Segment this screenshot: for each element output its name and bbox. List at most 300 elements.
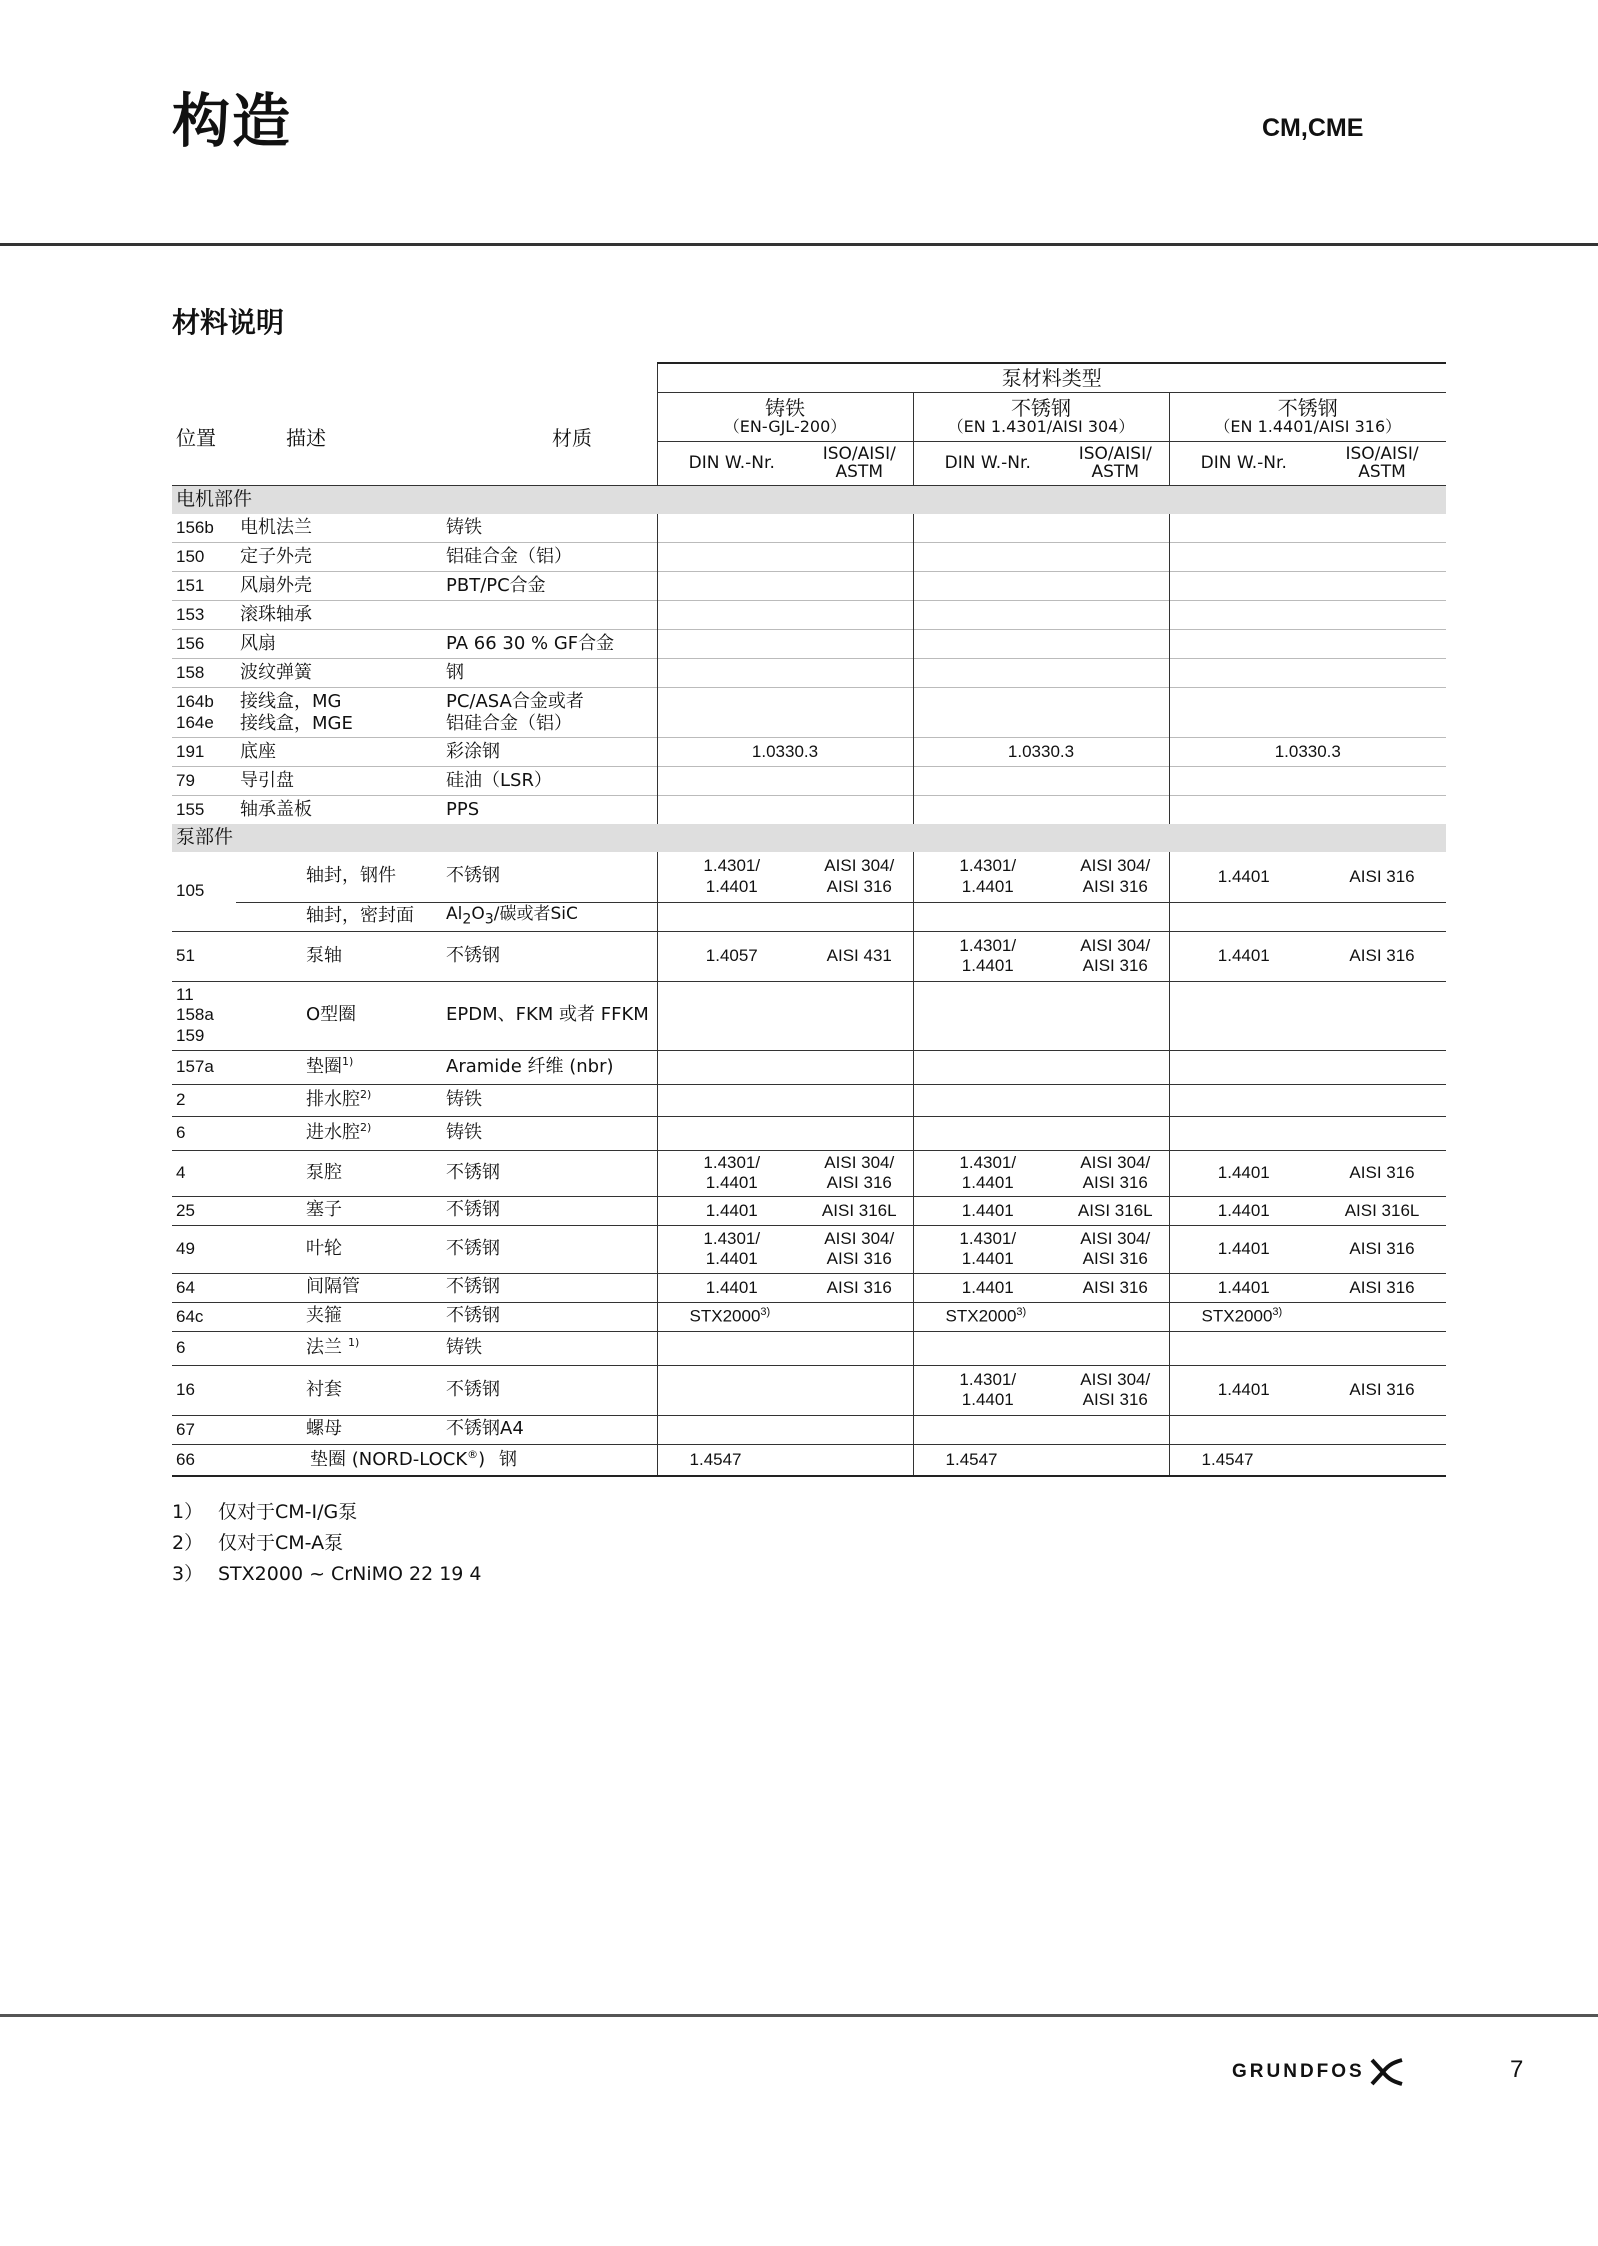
cell-material: PPS (446, 798, 480, 820)
cell-value (913, 1302, 1169, 1331)
table-row (172, 1273, 1446, 1302)
desc-line: 接线盒，MG (240, 690, 342, 712)
cell-value: AISI 316L (821, 1200, 897, 1220)
formula-subscript: 2 (462, 911, 472, 928)
cell-value (913, 931, 1062, 981)
cell-pos: 66 (176, 1449, 195, 1469)
cell-material: 彩涂钢 (446, 740, 500, 762)
footer-divider (0, 2014, 1598, 2017)
table-row (172, 902, 1446, 931)
table-row (172, 630, 1446, 659)
cell-material: Aramide 纤维 (nbr) (446, 1055, 614, 1077)
cell-pos: 25 (176, 1200, 195, 1220)
cell-value: AISI 316 (1349, 1380, 1415, 1400)
cell-desc: 轴封，密封面 (306, 905, 414, 927)
page-number: 7 (1510, 2056, 1524, 2083)
iso-header-2-line2: ASTM (1091, 461, 1139, 482)
table-row (172, 543, 1446, 572)
header-row-2 (172, 393, 1446, 442)
value-line: AISI 316 (1082, 956, 1148, 975)
cell-pos: 67 (176, 1419, 195, 1439)
page-title: 构造 (172, 87, 293, 155)
cell-empty (1169, 1331, 1446, 1365)
value-line: 1.4401 (705, 1249, 758, 1268)
cell-pos: 51 (176, 946, 195, 966)
value-line: AISI 316 (1082, 1173, 1148, 1192)
iso-header-1-line2: ASTM (835, 461, 883, 482)
cell-value: AISI 316L (1344, 1200, 1420, 1220)
cell-value: AISI 431 (826, 946, 892, 966)
group-2-standard: （EN 1.4301/AISI 304） (947, 417, 1135, 437)
cell-empty (1169, 796, 1446, 825)
cell-empty (657, 1365, 913, 1415)
group-1-standard: （EN-GJL-200） (723, 417, 847, 437)
cell-material (442, 601, 657, 630)
table-row (172, 1302, 1446, 1331)
cell-empty (913, 767, 1169, 796)
cell-empty (1169, 630, 1446, 659)
cell-empty (1169, 902, 1446, 931)
cell-material: 不锈钢 (446, 1276, 500, 1298)
group-2-name: 不锈钢 (1011, 396, 1072, 421)
cell-empty (913, 601, 1169, 630)
cell-pos: 151 (176, 576, 205, 596)
value-line: 1.4301/ (959, 856, 1017, 876)
desc-text: 法兰 (306, 1337, 342, 1359)
cell-desc-material (236, 1444, 657, 1476)
value-line: AISI 316 (826, 1173, 892, 1192)
cell-empty (913, 630, 1169, 659)
pos-line: 164e (176, 712, 214, 732)
cell-material (442, 688, 657, 738)
col-desc-header (236, 393, 442, 486)
cell-material: 钢 (446, 661, 464, 683)
cell-desc: 底座 (240, 740, 276, 762)
pos-line: 158a (176, 1005, 214, 1025)
footnote-text: 仅对于CM-I/G泵 (218, 1501, 358, 1523)
header-row-1 (172, 363, 1446, 393)
table-row (172, 738, 1446, 767)
cell-empty (913, 543, 1169, 572)
cell-pos (172, 688, 236, 738)
cell-value: 1.0330.3 (657, 738, 913, 767)
value-line: AISI 316 (1082, 1249, 1148, 1268)
table-row (172, 659, 1446, 688)
cell-value (657, 1225, 806, 1273)
cell-value: 1.4401 (913, 1196, 1062, 1225)
cell-desc: 间隔管 (306, 1276, 360, 1298)
value-line: 1.4301/ (959, 1228, 1017, 1248)
cell-material: 不锈钢 (446, 1305, 500, 1327)
material-line: 铝硅合金（铝） (446, 712, 572, 734)
cell-value: 1.4547 (657, 1444, 913, 1476)
cell-desc: 电机法兰 (240, 516, 312, 538)
cell-material: 不锈钢 (446, 1237, 500, 1259)
cell-empty (657, 543, 913, 572)
cell-material: EPDM、FKM 或者 FFKM (446, 1004, 649, 1026)
desc-text: 排水腔 (306, 1089, 360, 1111)
footnote-mark: 3） (172, 1563, 204, 1585)
table-row (172, 1331, 1446, 1365)
cell-desc (236, 688, 442, 738)
cell-value: AISI 316 (1349, 1239, 1415, 1259)
iso-header-2 (1062, 442, 1169, 486)
cell-value (913, 1365, 1062, 1415)
section-pump-label: 泵部件 (172, 824, 1446, 852)
table-row (172, 852, 1446, 902)
cell-desc: 夹箍 (306, 1305, 342, 1327)
cell-value (913, 1150, 1062, 1196)
cell-value: AISI 316L (1077, 1200, 1153, 1220)
cell-empty (657, 767, 913, 796)
cell-pos: 4 (176, 1163, 186, 1183)
header-divider (0, 243, 1598, 246)
cell-value: AISI 316 (1349, 866, 1415, 886)
cell-value: AISI 316 (1082, 1277, 1148, 1297)
footnote (172, 1528, 482, 1559)
cell-value (657, 1302, 913, 1331)
cell-desc: 泵轴 (306, 944, 342, 966)
desc-text: 进水腔 (306, 1122, 360, 1144)
brand-wordmark: GRUNDFOS (1232, 2061, 1365, 2082)
table-row (172, 1150, 1446, 1196)
table-row (172, 1084, 1446, 1116)
col-pos-header: 位置 (176, 426, 216, 451)
value-text: STX2000 (945, 1307, 1017, 1327)
cell-empty (913, 1331, 1169, 1365)
footnote-mark: 2） (172, 1532, 204, 1554)
footnote-ref: 1) (348, 1336, 360, 1350)
cell-value: 1.4401 (1169, 1273, 1318, 1302)
cell-value (806, 1225, 913, 1273)
table-row (172, 1116, 1446, 1150)
pos-line: 159 (176, 1025, 205, 1045)
footnote-ref: 1) (342, 1055, 354, 1069)
cell-empty (913, 514, 1169, 543)
grundfos-logo (1232, 2052, 1405, 2092)
cell-value (657, 1150, 806, 1196)
value-line: 1.4301/ (959, 1369, 1017, 1389)
cell-material: PA 66 30 % GF合金 (446, 632, 615, 654)
iso-header-3-line1: ISO/AISI/ (1345, 443, 1419, 464)
cell-value: 1.4401 (1169, 1150, 1318, 1196)
cell-material: 不锈钢 (446, 944, 500, 966)
document-code: CM,CME (1262, 114, 1364, 142)
cell-empty (913, 1116, 1169, 1150)
grundfos-x-icon (1369, 2056, 1405, 2088)
table-row (172, 572, 1446, 601)
cell-material: 不锈钢 (442, 852, 657, 902)
desc-line: 接线盒，MGE (240, 712, 353, 734)
cell-desc: 风扇 (240, 632, 276, 654)
din-header-3: DIN W.-Nr. (1169, 442, 1318, 486)
cell-value: AISI 316 (1349, 1163, 1415, 1183)
cell-value: 1.4401 (657, 1273, 806, 1302)
cell-desc: 导引盘 (240, 769, 294, 791)
cell-material: 硅油（LSR） (446, 769, 552, 791)
value-line: 1.4401 (705, 1173, 758, 1192)
value-text: STX2000 (689, 1307, 761, 1327)
formula-part: Al (446, 904, 463, 925)
cell-material: 铸铁 (446, 1336, 482, 1358)
cell-desc: 泵腔 (306, 1161, 342, 1183)
cell-empty (1169, 1116, 1446, 1150)
table-row (172, 1196, 1446, 1225)
col-material-label: 材质 (552, 426, 592, 451)
cell-empty (913, 1415, 1169, 1444)
table-row (172, 514, 1446, 543)
cell-empty (1169, 767, 1446, 796)
cell-pos: 64 (176, 1277, 195, 1297)
cell-pos: 156b (176, 518, 214, 538)
cell-pos: 153 (176, 605, 205, 625)
cell-empty (657, 1415, 913, 1444)
cell-pos: 191 (176, 742, 205, 762)
table-row (172, 1225, 1446, 1273)
value-line: 1.4301/ (703, 1152, 761, 1172)
table-row (172, 767, 1446, 796)
cell-value: 1.4401 (1169, 1225, 1318, 1273)
footnotes (172, 1497, 482, 1590)
footnote-ref: 3) (1016, 1306, 1027, 1319)
cell-value (1169, 1302, 1446, 1331)
footnote-text: STX2000 ~ CrNiMO 22 19 4 (218, 1563, 482, 1585)
cell-material: 不锈钢A4 (446, 1418, 524, 1440)
group-title: 泵材料类型 (657, 363, 1446, 393)
cell-pos: 150 (176, 547, 205, 567)
section-row-motor (172, 486, 1446, 515)
cell-empty (657, 1084, 913, 1116)
cell-empty (913, 1050, 1169, 1084)
cell-desc (236, 1331, 442, 1365)
din-header-1: DIN W.-Nr. (657, 442, 806, 486)
cell-empty (913, 572, 1169, 601)
value-line: AISI 304/ (1080, 1228, 1151, 1248)
cell-pos: 2 (176, 1090, 186, 1110)
table-row (172, 601, 1446, 630)
cell-empty (657, 1050, 913, 1084)
value-line: 1.4301/ (959, 935, 1017, 955)
cell-desc (236, 1116, 442, 1150)
value-line: 1.4301/ (703, 1228, 761, 1248)
iso-header-1-line1: ISO/AISI/ (822, 443, 896, 464)
cell-empty (657, 981, 913, 1050)
group-ss304 (913, 393, 1169, 442)
cell-empty (1169, 688, 1446, 738)
pos-line: 164b (176, 692, 214, 712)
value-line: AISI 316 (1082, 1390, 1148, 1409)
cell-empty (913, 902, 1169, 931)
footnote-mark: 1） (172, 1501, 204, 1523)
footnote-ref: 2) (360, 1088, 372, 1102)
value-line: AISI 316 (826, 876, 892, 896)
cell-pos (172, 981, 236, 1050)
desc-text-end: ) (478, 1448, 486, 1470)
group-cast-iron (657, 393, 913, 442)
cell-material: 不锈钢 (446, 1161, 500, 1183)
cell-empty (657, 688, 913, 738)
cell-desc: 定子外壳 (240, 545, 312, 567)
cell-value: 1.4401 (1169, 931, 1318, 981)
cell-empty (1169, 514, 1446, 543)
cell-empty (913, 688, 1169, 738)
section-row-pump (172, 824, 1446, 852)
group-ss316 (1169, 393, 1446, 442)
table-row (172, 1415, 1446, 1444)
value-line: AISI 304/ (824, 856, 895, 876)
cell-value: 1.0330.3 (913, 738, 1169, 767)
value-line: AISI 304/ (824, 1152, 895, 1172)
cell-pos: 156 (176, 634, 205, 654)
desc-text: 垫圈 (NORD-LOCK (310, 1448, 468, 1470)
value-line: 1.4401 (961, 1249, 1014, 1268)
cell-desc: 风扇外壳 (240, 574, 312, 596)
iso-header-3 (1318, 442, 1446, 486)
group-3-standard: （EN 1.4401/AISI 316） (1214, 417, 1402, 437)
cell-empty (1169, 543, 1446, 572)
din-header-2: DIN W.-Nr. (913, 442, 1062, 486)
cell-value: 1.4401 (1169, 1365, 1318, 1415)
formula-part: O (471, 904, 485, 925)
cell-value (1062, 1225, 1169, 1273)
cell-empty (657, 796, 913, 825)
cell-value: 1.4057 (657, 931, 806, 981)
pos-line: 11 (176, 984, 194, 1004)
cell-value: AISI 316 (826, 1277, 892, 1297)
cell-empty (1169, 572, 1446, 601)
cell-desc: 塞子 (306, 1199, 342, 1221)
cell-material: 钢 (498, 1448, 517, 1470)
cell-value: AISI 316 (1349, 1277, 1415, 1297)
cell-value (1062, 852, 1169, 902)
cell-desc: 滚珠轴承 (240, 603, 312, 625)
col-material-header (442, 393, 657, 486)
cell-empty (657, 1116, 913, 1150)
cell-empty (1169, 1415, 1446, 1444)
cell-empty (1169, 1084, 1446, 1116)
footnote (172, 1497, 482, 1528)
cell-value (806, 852, 913, 902)
cell-empty (657, 902, 913, 931)
footnote (172, 1559, 482, 1590)
cell-desc (236, 1084, 442, 1116)
footnote-ref: 3) (1272, 1306, 1283, 1319)
cell-pos: 6 (176, 1123, 186, 1143)
cell-desc: 叶轮 (306, 1237, 342, 1259)
footnote-text: 仅对于CM-A泵 (218, 1532, 344, 1554)
value-line: AISI 316 (826, 1249, 892, 1268)
cell-desc: 轴封，钢件 (236, 852, 442, 902)
value-line: AISI 304/ (1080, 1369, 1151, 1389)
cell-desc: O型圈 (306, 1004, 357, 1026)
cell-material (442, 902, 657, 931)
table-row (172, 796, 1446, 825)
value-line: 1.4301/ (959, 1152, 1017, 1172)
cell-pos: 16 (176, 1380, 195, 1400)
value-line: AISI 304/ (1080, 856, 1151, 876)
cell-pos: 49 (176, 1239, 195, 1259)
value-line: 1.4401 (961, 876, 1014, 896)
value-line: 1.4401 (961, 956, 1014, 975)
cell-value: 1.4547 (1169, 1444, 1446, 1476)
cell-value: 1.4547 (913, 1444, 1169, 1476)
value-line: AISI 304/ (1080, 935, 1151, 955)
cell-pos: 79 (176, 771, 195, 791)
value-line: 1.4401 (961, 1390, 1014, 1409)
cell-empty (657, 1331, 913, 1365)
cell-value (913, 1225, 1062, 1273)
cell-empty (657, 572, 913, 601)
cell-material: 铝硅合金（铝） (446, 545, 572, 567)
cell-pos: 158 (176, 663, 205, 683)
cell-desc: 波纹弹簧 (240, 661, 312, 683)
value-line: AISI 304/ (1080, 1152, 1151, 1172)
cell-value (806, 1150, 913, 1196)
cell-empty (913, 1084, 1169, 1116)
cell-material: 铸铁 (446, 516, 482, 538)
cell-value (1062, 931, 1169, 981)
formula-subscript: 3 (484, 911, 494, 928)
section-motor-label: 电机部件 (172, 486, 1446, 515)
cell-value (657, 852, 806, 902)
table-row (172, 1050, 1446, 1084)
footnote-ref: 2) (360, 1121, 372, 1135)
value-line: 1.4401 (705, 876, 758, 896)
table-row (172, 1444, 1446, 1476)
section-title: 材料说明 (172, 306, 285, 339)
cell-value (1062, 1150, 1169, 1196)
group-1-name: 铸铁 (765, 396, 806, 421)
cell-value: 1.4401 (1169, 1196, 1318, 1225)
table-row (172, 688, 1446, 738)
cell-value: 1.0330.3 (1169, 738, 1446, 767)
iso-header-1 (806, 442, 913, 486)
value-line: 1.4301/ (703, 856, 761, 876)
value-line: AISI 316 (1082, 876, 1148, 896)
cell-pos: 6 (176, 1338, 186, 1358)
cell-value: 1.4401 (913, 1273, 1062, 1302)
table-row (172, 931, 1446, 981)
cell-empty (913, 796, 1169, 825)
materials-table (172, 362, 1446, 1477)
cell-empty (657, 601, 913, 630)
material-line: PC/ASA合金或者 (446, 690, 584, 712)
cell-empty (657, 630, 913, 659)
cell-material: 不锈钢 (446, 1199, 500, 1221)
cell-desc: 螺母 (306, 1418, 342, 1440)
cell-desc: 轴承盖板 (240, 798, 312, 820)
cell-empty (1169, 1050, 1446, 1084)
cell-desc (236, 1050, 442, 1084)
cell-material: PBT/PC合金 (446, 574, 546, 596)
cell-desc: 衬套 (306, 1378, 342, 1400)
cell-pos: 155 (176, 800, 205, 820)
cell-value: AISI 316 (1349, 946, 1415, 966)
value-text: STX2000 (1201, 1307, 1273, 1327)
footnote-ref: 3) (760, 1306, 771, 1319)
cell-empty (657, 659, 913, 688)
cell-pos: 157a (176, 1057, 214, 1077)
cell-empty (1169, 601, 1446, 630)
value-line: AISI 304/ (824, 1228, 895, 1248)
cell-value: 1.4401 (1169, 852, 1318, 902)
cell-empty (1169, 659, 1446, 688)
cell-material: 不锈钢 (446, 1378, 500, 1400)
cell-empty (913, 981, 1169, 1050)
cell-pos: 105 (172, 852, 236, 931)
cell-value (913, 852, 1062, 902)
registered-mark: ® (467, 1447, 479, 1461)
